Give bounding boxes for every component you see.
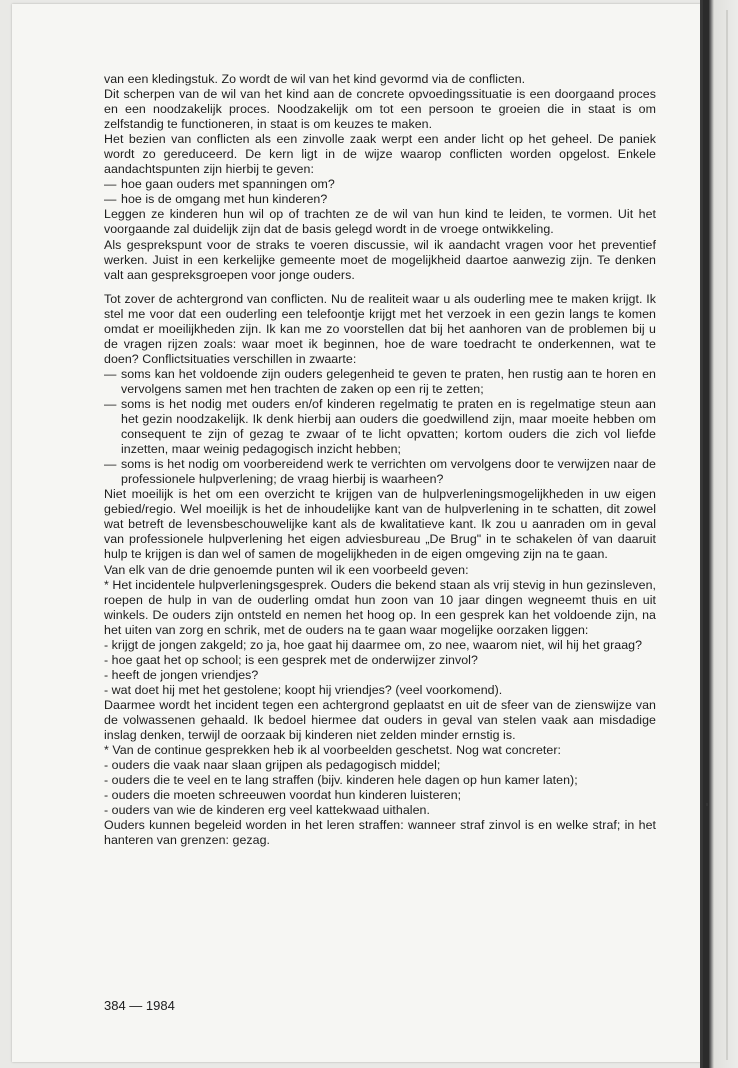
hyphen-list-item: - ouders die moeten schreeuwen voordat hun kinderen luisteren; <box>104 788 462 803</box>
hyphen-list-item: - ouders die te veel en te lang straffen (bijv. kinderen hele dagen op hun kamer laten); <box>104 773 578 788</box>
dash-list-item: — hoe gaan ouders met spanningen om? <box>104 177 656 192</box>
hyphen-list-item: - ouders van wie de kinderen erg veel kattekwaad uithalen. <box>104 803 430 818</box>
paragraph: Van elk van de drie genoemde punten wil ik een voorbeeld geven: <box>104 562 469 577</box>
paragraph: Ouders kunnen begeleid worden in het leren straffen: wanneer straf zinvol is en welke straf; in het hanteren van grenzen: gezag. <box>104 818 656 848</box>
hyphen-list-item: - wat doet hij met het gestolene; koopt hij vriendjes? (veel voorkomend). <box>104 682 503 697</box>
page-number: 384 — 1984 <box>104 998 175 1013</box>
paragraph: Het bezien van conflicten als een zinvolle zaak werpt een ander licht op het geheel. De paniek wordt zo gereduceerd. De kern ligt in de wijze waarop conflicten worden opgelost. Enkele aandachtspunten zijn hierbij te geven: <box>104 132 656 177</box>
speck-mark <box>706 803 708 806</box>
paragraph: Tot zover de achtergrond van conflicten. Nu de realiteit waar u als ouderling mee te maken krijgt. Ik stel me voor dat een ouderling een telefoontje krijgt met het verzoek in een gezin langs te komen omdat er moeilijkheden zijn. Ik kan me zo voorstellen dat bij het aanhoren van de problemen bij u de vragen rijzen zoals: waar moet ik beginnen, hoe de ware toedracht te onderkennen, wat te doen? Conflictsituaties verschillen in zwaarte: <box>104 291 656 366</box>
paragraph: Leggen ze kinderen hun wil op of trachten ze de wil van hun kind te leiden, te vormen. Uit het voorgaande zal duidelijk zijn dat de basis gelegd wordt in de vroege ontwikkeling. <box>104 207 656 237</box>
dash-list-item: — soms is het nodig om voorbereidend werk te verrichten om vervolgens door te verwijzen naar de professionele hulpverlening; de vraag hierbij is waarheen? <box>104 457 656 487</box>
next-page-edge <box>726 10 728 1060</box>
paragraph: * Van de continue gesprekken heb ik al voorbeelden geschetst. Nog wat concreter: <box>104 743 561 758</box>
hyphen-list-item: - krijgt de jongen zakgeld; zo ja, hoe gaat hij daarmee om, zo nee, waarom niet, wil hij het graag? <box>104 637 643 652</box>
paragraph: Dit scherpen van de wil van het kind aan de concrete opvoedingssituatie is een doorgaand proces en een noodzakelijk proces. Noodzakelijk om tot een persoon te groeien die in staat is om zelfstandig te functioneren, in staat is om keuzes te maken. <box>104 87 656 132</box>
hyphen-list-item: - heeft de jongen vriendjes? <box>104 667 259 682</box>
binding-edge <box>703 0 709 1068</box>
paragraph: van een kledingstuk. Zo wordt de wil van het kind gevormd via de conflicten. <box>104 72 526 86</box>
dash-list-item: — soms kan het voldoende zijn ouders gelegenheid te geven te praten, hen rustig aan te horen en vervolgens samen met hen trachten de zaken op een rij te zetten; <box>104 367 656 397</box>
paragraph: Niet moeilijk is het om een overzicht te krijgen van de hulpverleningsmogelijkheden in uw eigen gebied/regio. Wel moeilijk is het de inhoudelijke kant van de hulpverlening in te schatten, dit zowel wat betreft de levensbeschouwelijke kant als de kwalitatieve kant. Ik zou u aanraden om in geval van professionele hulpverlening het eigen adviesbureau „De Brug" in te schakelen òf van daaruit hulp te krijgen is dan wel of samen de mogelijkheden in de eigen omgeving zijn na te gaan. <box>104 487 656 562</box>
paragraph: Als gesprekspunt voor de straks te voeren discussie, wil ik aandacht vragen voor het preventief werken. Juist in een kerkelijke gemeente moet de mogelijkheid daartoe aanwezig zijn. Te denken valt aan gespreksgroepen voor jonge ouders. <box>104 237 656 282</box>
hyphen-list-item: - ouders die vaak naar slaan grijpen als pedagogisch middel; <box>104 758 441 773</box>
body-text <box>104 72 656 848</box>
hyphen-list-item: - hoe gaat het op school; is een gesprek met de onderwijzer zinvol? <box>104 652 478 667</box>
dash-list-item: — soms is het nodig met ouders en/of kinderen regelmatig te praten en is regelmatige steun aan het gezin noodzakelijk. Ik denk hierbij aan ouders die goedwillend zijn, maar moeite hebben om consequent te zijn of gezag te zwaar of te licht opvatten; kortom ouders die zich vol liefde inzetten, maar weinig pedagogisch inzicht hebben; <box>104 397 656 457</box>
paragraph: Daarmee wordt het incident tegen een achtergrond geplaatst en uit de sfeer van de zienswijze van de volwassenen gehaald. Ik bedoel hiermee dat ouders in geval van stelen vaak aan misdadige inslag denken, terwijl de oorzaak bij kinderen niet zelden minder ernstig is. <box>104 697 656 743</box>
paragraph: * Het incidentele hulpverleningsgesprek. Ouders die bekend staan als vrij stevig in hun gezinsleven, roepen de hulp in van de ouderling omdat hun zoon van 10 jaar dingen wegneemt thuis en uit winkels. De ouders zijn ontsteld en nemen het hoog op. In een gesprek kan het voldoende zijn, na het uiten van zorg en schrik, met de ouders na te gaan waar mogelijke oorzaken liggen: <box>104 577 656 637</box>
dash-list-item: — hoe is de omgang met hun kinderen? <box>104 192 656 207</box>
